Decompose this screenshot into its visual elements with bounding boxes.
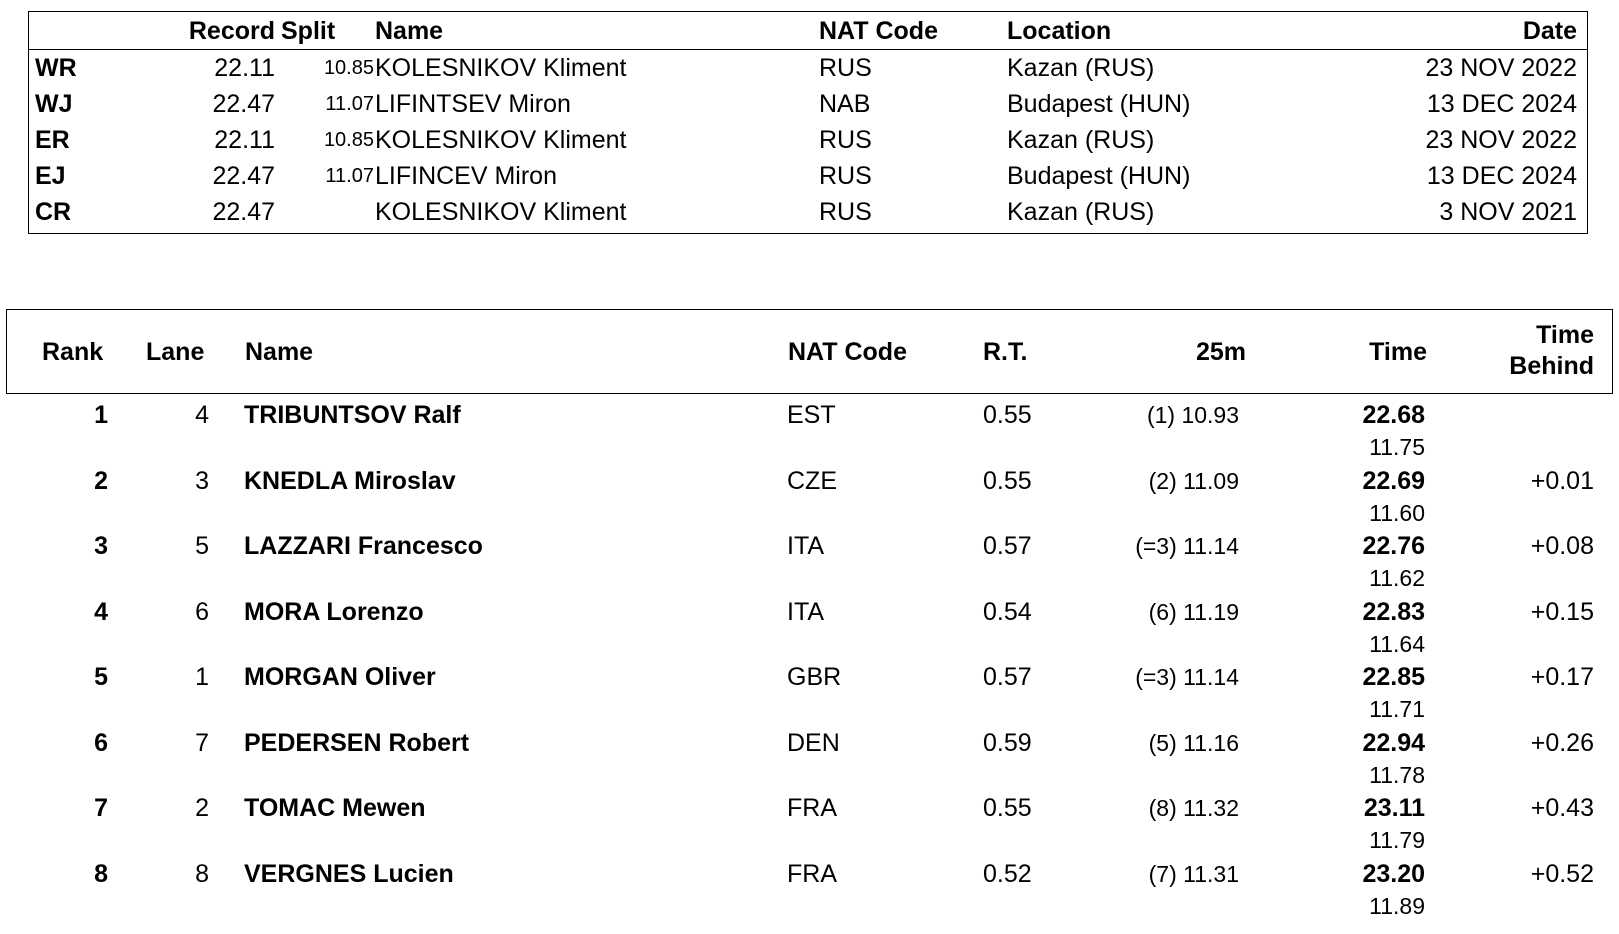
results-table <box>0 394 1619 934</box>
result-nat-code: GBR <box>787 663 842 691</box>
result-row <box>0 591 1619 659</box>
result-second-split: 11.75 <box>1369 434 1425 460</box>
result-nat-code: ITA <box>787 598 825 626</box>
result-row <box>0 394 1619 462</box>
record-split: 10.85 <box>323 57 374 79</box>
result-time-behind: +0.52 <box>1530 860 1594 888</box>
record-type: EJ <box>35 162 66 190</box>
result-25m-split: (1) 10.93 <box>1146 402 1239 428</box>
record-split: 10.85 <box>323 129 374 151</box>
record-type: ER <box>35 126 70 154</box>
results-header-time-behind-line1: Time <box>1536 321 1594 349</box>
records-header-name: Name <box>375 17 444 45</box>
result-second-split: 11.89 <box>1369 893 1425 919</box>
results-header-nat: NAT Code <box>788 338 907 366</box>
result-lane: 3 <box>195 467 209 495</box>
result-reaction-time: 0.52 <box>983 860 1032 888</box>
record-nat-code: RUS <box>819 54 872 82</box>
record-split: 11.07 <box>325 165 374 187</box>
record-type: WR <box>35 54 77 82</box>
result-swimmer-name: TRIBUNTSOV Ralf <box>244 401 461 429</box>
result-time-behind: +0.26 <box>1530 729 1594 757</box>
record-holder-name: LIFINCEV Miron <box>375 162 557 190</box>
result-time: 22.68 <box>1362 401 1425 429</box>
result-nat-code: EST <box>787 401 836 429</box>
results-header-rt: R.T. <box>983 338 1028 366</box>
result-second-split: 11.78 <box>1369 762 1425 788</box>
result-time-behind: +0.17 <box>1530 663 1594 691</box>
result-nat-code: FRA <box>787 860 837 888</box>
result-lane: 2 <box>195 794 209 822</box>
record-time: 22.47 <box>212 198 275 226</box>
result-lane: 4 <box>195 401 209 429</box>
record-date: 3 NOV 2021 <box>1439 198 1577 226</box>
result-25m-split: (5) 11.16 <box>1148 730 1239 756</box>
record-type: WJ <box>35 90 73 118</box>
results-header-time-behind-line2: Behind <box>1509 352 1594 380</box>
result-time: 22.85 <box>1362 663 1425 691</box>
result-swimmer-name: TOMAC Mewen <box>244 794 426 822</box>
result-reaction-time: 0.57 <box>983 663 1032 691</box>
result-25m-split: (6) 11.19 <box>1148 599 1239 625</box>
result-row <box>0 525 1619 593</box>
record-nat-code: RUS <box>819 198 872 226</box>
records-row <box>29 50 1587 87</box>
record-holder-name: KOLESNIKOV Kliment <box>375 198 627 226</box>
record-location: Budapest (HUN) <box>1007 90 1191 118</box>
record-location: Kazan (RUS) <box>1007 54 1155 82</box>
record-type: CR <box>35 198 72 226</box>
result-swimmer-name: PEDERSEN Robert <box>244 729 470 757</box>
result-25m-split: (=3) 11.14 <box>1135 664 1239 690</box>
result-rank: 1 <box>94 401 108 429</box>
result-swimmer-name: VERGNES Lucien <box>244 860 454 888</box>
result-reaction-time: 0.55 <box>983 794 1032 822</box>
result-lane: 5 <box>195 532 209 560</box>
result-nat-code: DEN <box>787 729 840 757</box>
records-table <box>28 11 1588 234</box>
records-header-nat: NAT Code <box>819 17 938 45</box>
records-row <box>29 122 1587 159</box>
result-time: 23.20 <box>1362 860 1425 888</box>
result-25m-split: (7) 11.31 <box>1148 861 1239 887</box>
records-header-record: Record <box>188 17 275 45</box>
record-nat-code: RUS <box>819 126 872 154</box>
result-nat-code: ITA <box>787 532 825 560</box>
results-header-time-behind <box>1509 320 1594 382</box>
result-time: 23.11 <box>1363 794 1425 822</box>
record-date: 13 DEC 2024 <box>1426 90 1577 118</box>
result-second-split: 11.60 <box>1369 500 1425 526</box>
record-location: Kazan (RUS) <box>1007 198 1155 226</box>
result-nat-code: CZE <box>787 467 837 495</box>
result-rank: 2 <box>94 467 108 495</box>
result-row <box>0 787 1619 855</box>
record-date: 13 DEC 2024 <box>1426 162 1577 190</box>
record-holder-name: KOLESNIKOV Kliment <box>375 54 627 82</box>
record-holder-name: LIFINTSEV Miron <box>375 90 571 118</box>
record-split: 11.07 <box>325 93 374 115</box>
result-lane: 6 <box>195 598 209 626</box>
result-time: 22.94 <box>1362 729 1425 757</box>
result-rank: 3 <box>94 532 108 560</box>
result-second-split: 11.79 <box>1369 827 1425 853</box>
records-header-date: Date <box>1522 17 1577 45</box>
result-rank: 6 <box>94 729 108 757</box>
result-lane: 8 <box>195 860 209 888</box>
results-header-lane: Lane <box>146 338 205 366</box>
result-second-split: 11.64 <box>1369 631 1425 657</box>
result-time-behind: +0.43 <box>1530 794 1594 822</box>
results-header-name: Name <box>245 338 314 366</box>
record-holder-name: KOLESNIKOV Kliment <box>375 126 627 154</box>
result-25m-split: (=3) 11.14 <box>1135 533 1239 559</box>
result-time-behind: +0.01 <box>1530 467 1594 495</box>
record-time: 22.11 <box>214 54 275 82</box>
results-header-rank: Rank <box>42 338 104 366</box>
results-header-time: Time <box>1369 338 1427 366</box>
result-second-split: 11.71 <box>1369 696 1425 722</box>
result-rank: 7 <box>94 794 108 822</box>
result-rank: 8 <box>94 860 108 888</box>
result-row <box>0 722 1619 790</box>
result-reaction-time: 0.59 <box>983 729 1032 757</box>
result-reaction-time: 0.54 <box>983 598 1032 626</box>
result-swimmer-name: LAZZARI Francesco <box>244 532 483 560</box>
results-header-25m: 25m <box>1195 338 1246 366</box>
records-row <box>29 158 1587 195</box>
result-swimmer-name: MORA Lorenzo <box>244 598 424 626</box>
result-row <box>0 656 1619 724</box>
record-date: 23 NOV 2022 <box>1425 54 1577 82</box>
result-time: 22.69 <box>1362 467 1425 495</box>
record-nat-code: NAB <box>819 90 871 118</box>
result-25m-split: (2) 11.09 <box>1148 468 1239 494</box>
records-header-location: Location <box>1007 17 1112 45</box>
result-lane: 7 <box>195 729 209 757</box>
record-nat-code: RUS <box>819 162 872 190</box>
result-rank: 5 <box>94 663 108 691</box>
result-swimmer-name: KNEDLA Miroslav <box>244 467 456 495</box>
result-time-behind: +0.15 <box>1530 598 1594 626</box>
result-row <box>0 853 1619 921</box>
record-time: 22.47 <box>212 90 275 118</box>
result-nat-code: FRA <box>787 794 837 822</box>
result-reaction-time: 0.55 <box>983 467 1032 495</box>
record-date: 23 NOV 2022 <box>1425 126 1577 154</box>
result-time-behind: +0.08 <box>1530 532 1594 560</box>
result-time: 22.76 <box>1362 532 1425 560</box>
record-time: 22.47 <box>212 162 275 190</box>
result-reaction-time: 0.57 <box>983 532 1032 560</box>
records-row <box>29 194 1587 231</box>
results-header-row <box>6 309 1613 394</box>
result-rank: 4 <box>94 598 108 626</box>
result-lane: 1 <box>195 663 209 691</box>
result-second-split: 11.62 <box>1369 565 1425 591</box>
records-header-row <box>29 12 1587 50</box>
record-time: 22.11 <box>214 126 275 154</box>
result-time: 22.83 <box>1362 598 1425 626</box>
records-header-split: Split <box>281 17 336 45</box>
result-row <box>0 460 1619 528</box>
result-25m-split: (8) 11.32 <box>1148 795 1239 821</box>
record-location: Kazan (RUS) <box>1007 126 1155 154</box>
result-swimmer-name: MORGAN Oliver <box>244 663 436 691</box>
records-row <box>29 86 1587 123</box>
record-location: Budapest (HUN) <box>1007 162 1191 190</box>
result-reaction-time: 0.55 <box>983 401 1032 429</box>
